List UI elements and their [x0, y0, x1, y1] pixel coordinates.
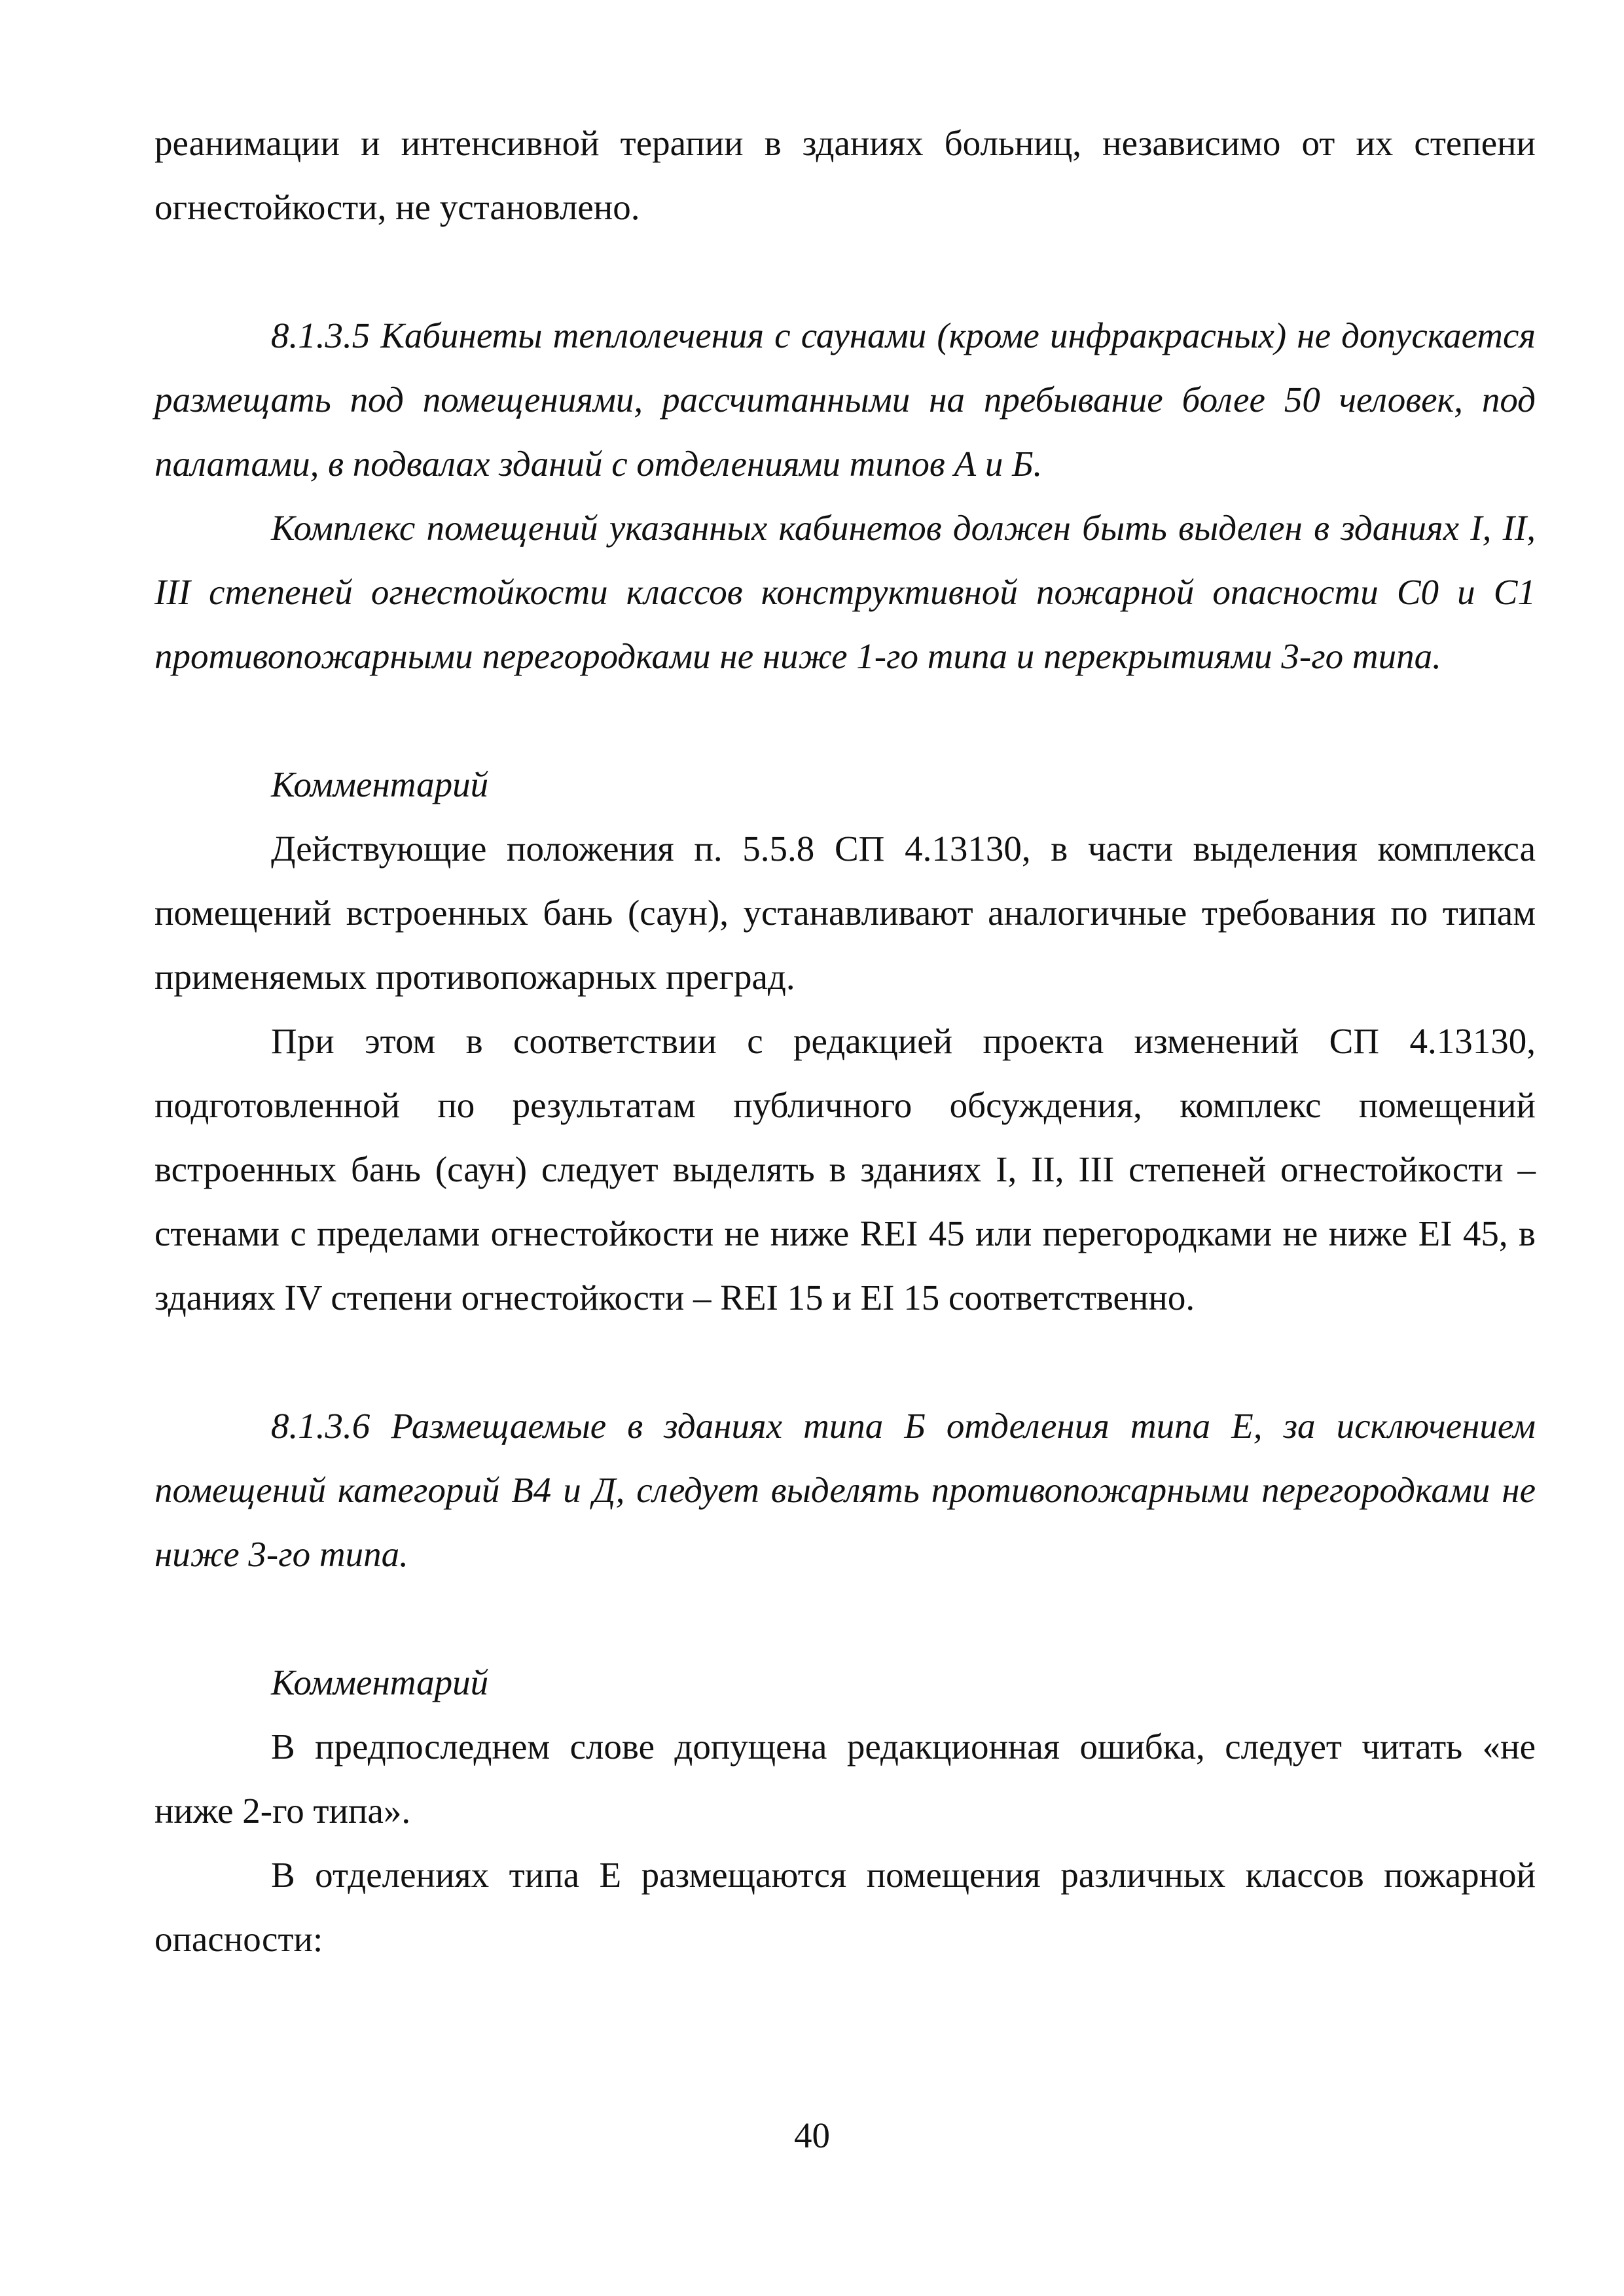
- paragraph-continuation: реанимации и интенсивной терапии в зданиях больниц, независимо от их степени огнестойкости, не установлено.: [154, 123, 1536, 227]
- page-number: 40: [794, 2115, 830, 2155]
- clause-8-1-3-5-continuation: Комплекс помещений указанных кабинетов должен быть выделен в зданиях I, II, III степеней огнестойкости классов конструктивной пожарной опасности С0 и С1 противопожарными перегородками не ниже 1-го типа и перекрытиями 3-го типа.: [154, 508, 1536, 676]
- clause-8-1-3-6: 8.1.3.6 Размещаемые в зданиях типа Б отделения типа Е, за исключением помещений категорий В4 и Д, следует выделять противопожарными перегородками не ниже 3-го типа.: [154, 1406, 1536, 1574]
- comment-heading: Комментарий: [271, 764, 489, 804]
- clause-8-1-3-5: 8.1.3.5 Кабинеты теплолечения с саунами (кроме инфракрасных) не допускается размещать под помещениями, рассчитанными на пребывание более 50 человек, под палатами, в подвалах зданий с отделениями типов А и Б.: [154, 315, 1536, 484]
- document-page: [154, 111, 1536, 1971]
- comment-paragraph: В предпоследнем слове допущена редакционная ошибка, следует читать «не ниже 2-го типа».: [154, 1727, 1536, 1831]
- comment-paragraph: Действующие положения п. 5.5.8 СП 4.13130, в части выделения комплекса помещений встроенных бань (саун), устанавливают аналогичные требования по типам применяемых противопожарных преград.: [154, 829, 1536, 997]
- comment-heading: Комментарий: [271, 1662, 489, 1702]
- comment-paragraph: В отделениях типа Е размещаются помещения различных классов пожарной опасности:: [154, 1855, 1536, 1959]
- comment-paragraph: При этом в соответствии с редакцией проекта изменений СП 4.13130, подготовленной по результатам публичного обсуждения, комплекс помещений встроенных бань (саун) следует выделять в зданиях I, II, III степеней огнестойкости – стенами с пределами огнестойкости не ниже REI 45 или перегородками не ниже EI 45, в зданиях IV степени огнестойкости – REI 15 и EI 15 соответственно.: [154, 1021, 1536, 1318]
